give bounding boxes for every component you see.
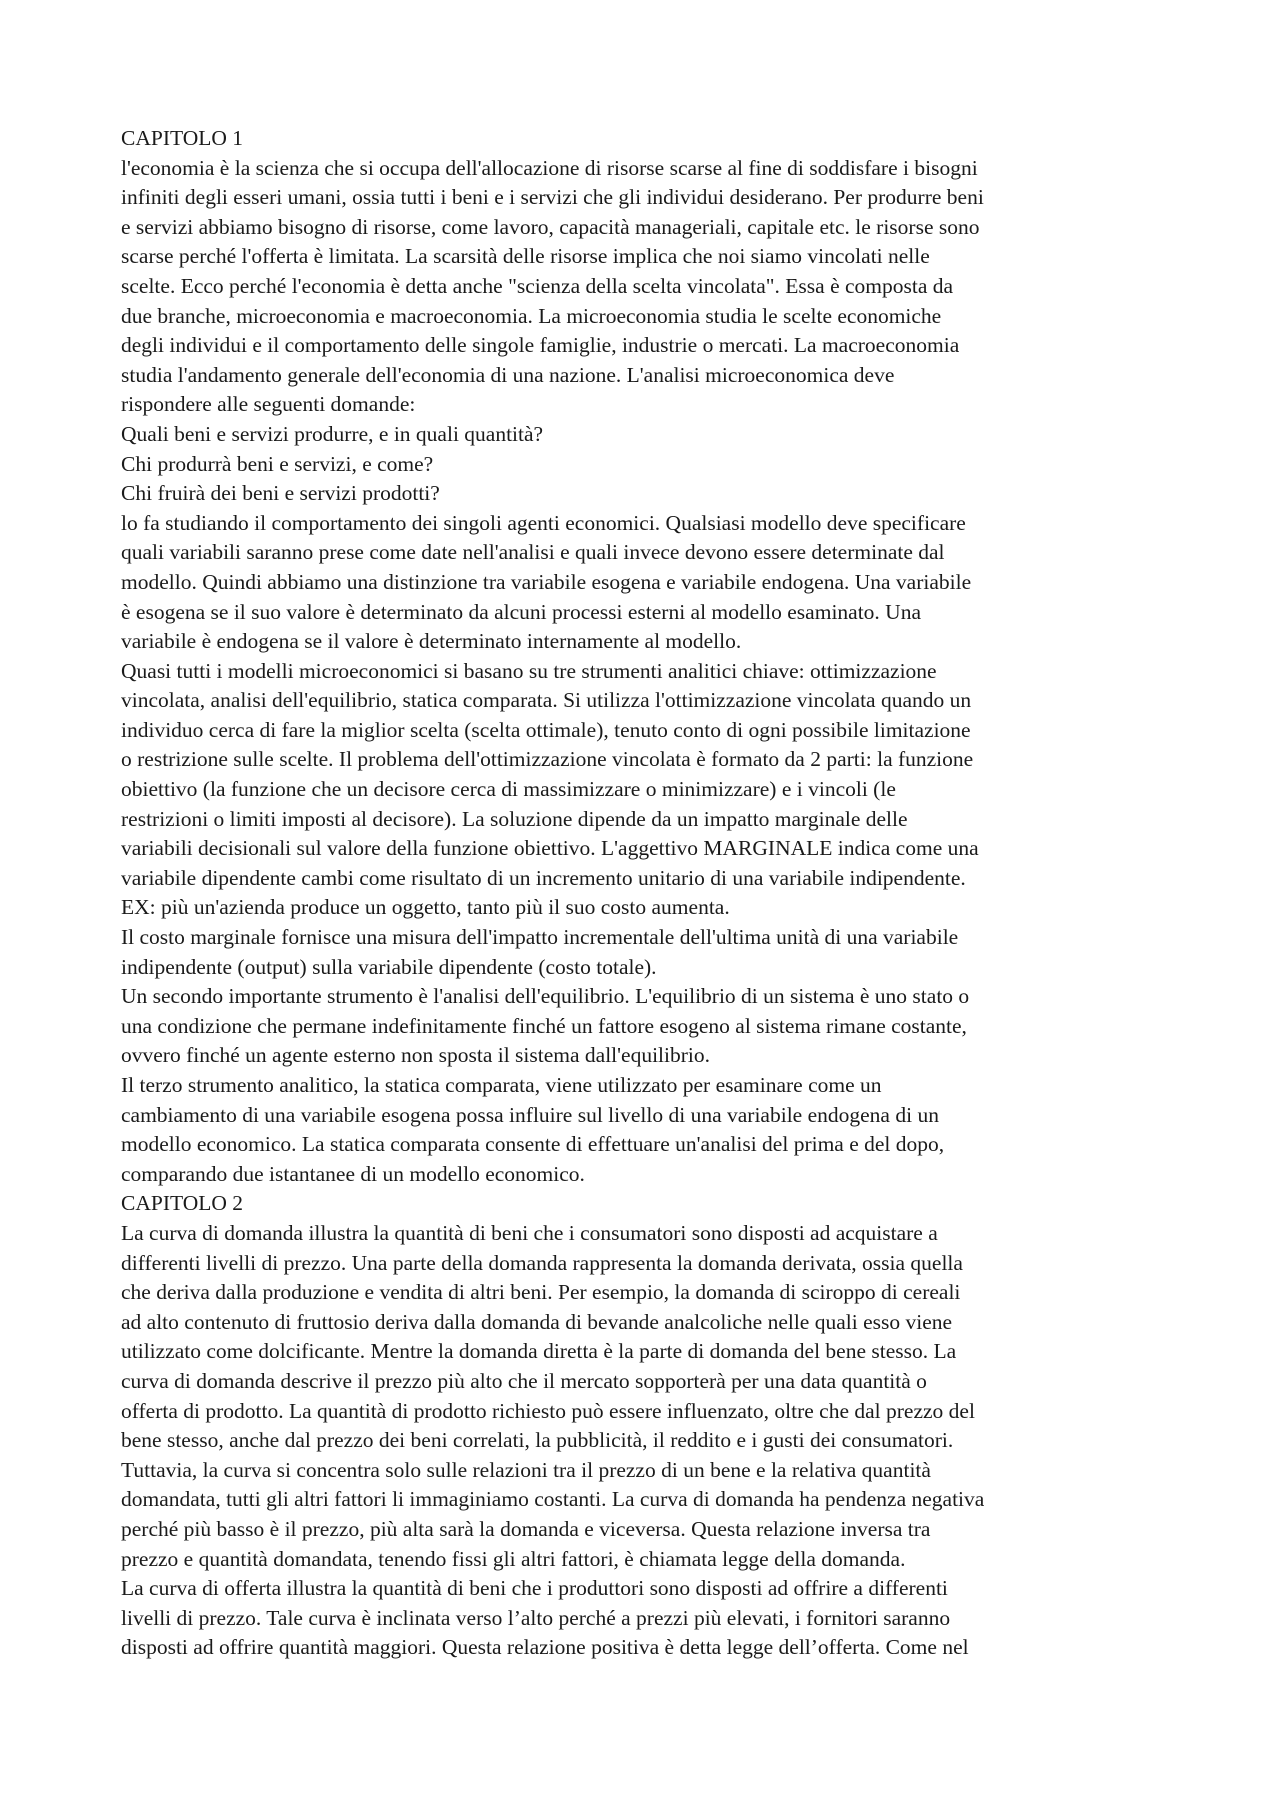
text-line: perché più basso è il prezzo, più alta sarà la domanda e viceversa. Questa relazione inversa tra [121, 1516, 931, 1541]
text-line: quali variabili saranno prese come date nell'analisi e quali invece devono essere determinate dal [121, 540, 945, 565]
text-line: modello economico. La statica comparata consente di effettuare un'analisi del prima e del dopo, [121, 1132, 945, 1157]
text-line: Quali beni e servizi produrre, e in quali quantità? [121, 421, 544, 446]
text-line: variabile è endogena se il valore è determinato internamente al modello. [121, 629, 742, 654]
text-line: due branche, microeconomia e macroeconomia. La microeconomia studia le scelte economiche [121, 303, 942, 328]
text-line: o restrizione sulle scelte. Il problema dell'ottimizzazione vincolata è formato da 2 parti: la funzione [121, 747, 974, 772]
text-line: ad alto contenuto di fruttosio deriva dalla domanda di bevande analcoliche nelle quali esso viene [121, 1309, 953, 1334]
text-line: Quasi tutti i modelli microeconomici si basano su tre strumenti analitici chiave: ottimizzazione [121, 658, 937, 683]
text-line: scarse perché l'offerta è limitata. La scarsità delle risorse implica che noi siamo vincolati nelle [121, 244, 930, 269]
text-line: variabile dipendente cambi come risultato di un incremento unitario di una variabile indipendente. [121, 865, 966, 890]
text-line: vincolata, analisi dell'equilibrio, statica comparata. Si utilizza l'ottimizzazione vincolata quando un [121, 688, 972, 713]
text-line: che deriva dalla produzione e vendita di altri beni. Per esempio, la domanda di sciroppo di cereali [121, 1280, 961, 1305]
text-line: Il terzo strumento analitico, la statica comparata, viene utilizzato per esaminare come un [121, 1073, 882, 1097]
text-line: Il costo marginale fornisce una misura dell'impatto incrementale dell'ultima unità di una variabile [121, 925, 959, 950]
text-line: una condizione che permane indefinitamente finché un fattore esogeno al sistema rimane costante, [121, 1013, 967, 1038]
text-line: disposti ad offrire quantità maggiori. Questa relazione positiva è detta legge dell’offerta. Come nel [121, 1635, 969, 1660]
text-line: livelli di prezzo. Tale curva è inclinata verso l’alto perché a prezzi più elevati, i fornitori saranno [121, 1605, 951, 1630]
text-line: La curva di offerta illustra la quantità di beni che i produttori sono disposti ad offrire a differenti [121, 1576, 948, 1601]
text-line: cambiamento di una variabile esogena possa influire sul livello di una variabile endogena di un [121, 1102, 939, 1127]
text-line: Un secondo importante strumento è l'analisi dell'equilibrio. L'equilibrio di un sistema è uno stato o [121, 984, 970, 1009]
text-line: indipendente (output) sulla variabile dipendente (costo totale). [121, 954, 657, 979]
text-line: CAPITOLO 1 [121, 126, 244, 150]
text-line: comparando due istantanee di un modello economico. [121, 1161, 585, 1186]
text-line: curva di domanda descrive il prezzo più alto che il mercato sopporterà per una data quantità o [121, 1368, 927, 1393]
text-line: La curva di domanda illustra la quantità di beni che i consumatori sono disposti ad acquistare a [121, 1220, 938, 1245]
text-line: domandata, tutti gli altri fattori li immaginiamo costanti. La curva di domanda ha pendenza negativa [121, 1487, 985, 1512]
text-line: e servizi abbiamo bisogno di risorse, come lavoro, capacità manageriali, capitale etc. le risorse sono [121, 214, 980, 239]
text-line: Chi produrrà beni e servizi, e come? [121, 451, 434, 476]
text-line: lo fa studiando il comportamento dei singoli agenti economici. Qualsiasi modello deve specificare [121, 510, 966, 535]
text-line: bene stesso, anche dal prezzo dei beni correlati, la pubblicità, il reddito e i gusti dei consumatori. [121, 1428, 954, 1453]
text-line: modello. Quindi abbiamo una distinzione tra variabile esogena e variabile endogena. Una variabile [121, 569, 972, 594]
text-line: l'economia è la scienza che si occupa dell'allocazione di risorse scarse al fine di soddisfare i bisogni [121, 155, 978, 180]
text-line: Tuttavia, la curva si concentra solo sulle relazioni tra il prezzo di un bene e la relativa quantità [121, 1457, 931, 1482]
text-line: prezzo e quantità domandata, tenendo fissi gli altri fattori, è chiamata legge della domanda. [121, 1546, 906, 1571]
text-line: degli individui e il comportamento delle singole famiglie, industrie o mercati. La macroeconomia [121, 333, 960, 358]
text-line: ovvero finché un agente esterno non sposta il sistema dall'equilibrio. [121, 1043, 711, 1068]
text-line: Chi fruirà dei beni e servizi prodotti? [121, 481, 440, 506]
text-line: studia l'andamento generale dell'economia di una nazione. L'analisi microeconomica deve [121, 362, 895, 387]
text-line: CAPITOLO 2 [121, 1191, 244, 1216]
text-line: individuo cerca di fare la miglior scelta (scelta ottimale), tenuto conto di ogni possibile limitazione [121, 717, 971, 742]
text-line: rispondere alle seguenti domande: [121, 392, 416, 417]
text-line: restrizioni o limiti imposti al decisore). La soluzione dipende da un impatto marginale delle [121, 806, 908, 831]
text-line: scelte. Ecco perché l'economia è detta anche "scienza della scelta vincolata". Essa è composta da [121, 273, 954, 298]
text-line: EX: più un'azienda produce un oggetto, tanto più il suo costo aumenta. [121, 895, 730, 920]
text-line: è esogena se il suo valore è determinato da alcuni processi esterni al modello esaminato. Una [121, 599, 922, 624]
text-line: variabili decisionali sul valore della funzione obiettivo. L'aggettivo MARGINALE indica come una [121, 836, 979, 861]
text-line: differenti livelli di prezzo. Una parte della domanda rappresenta la domanda derivata, ossia quella [121, 1250, 963, 1275]
text-line: infiniti degli esseri umani, ossia tutti i beni e i servizi che gli individui desiderano. Per produrre beni [121, 185, 984, 210]
document-page [121, 124, 1181, 1663]
text-line: obiettivo (la funzione che un decisore cerca di massimizzare o minimizzare) e i vincoli (le [121, 777, 896, 802]
text-line: utilizzato come dolcificante. Mentre la domanda diretta è la parte di domanda del bene stesso. La [121, 1339, 957, 1364]
text-line: offerta di prodotto. La quantità di prodotto richiesto può essere influenzato, oltre che dal prezzo del [121, 1398, 975, 1423]
